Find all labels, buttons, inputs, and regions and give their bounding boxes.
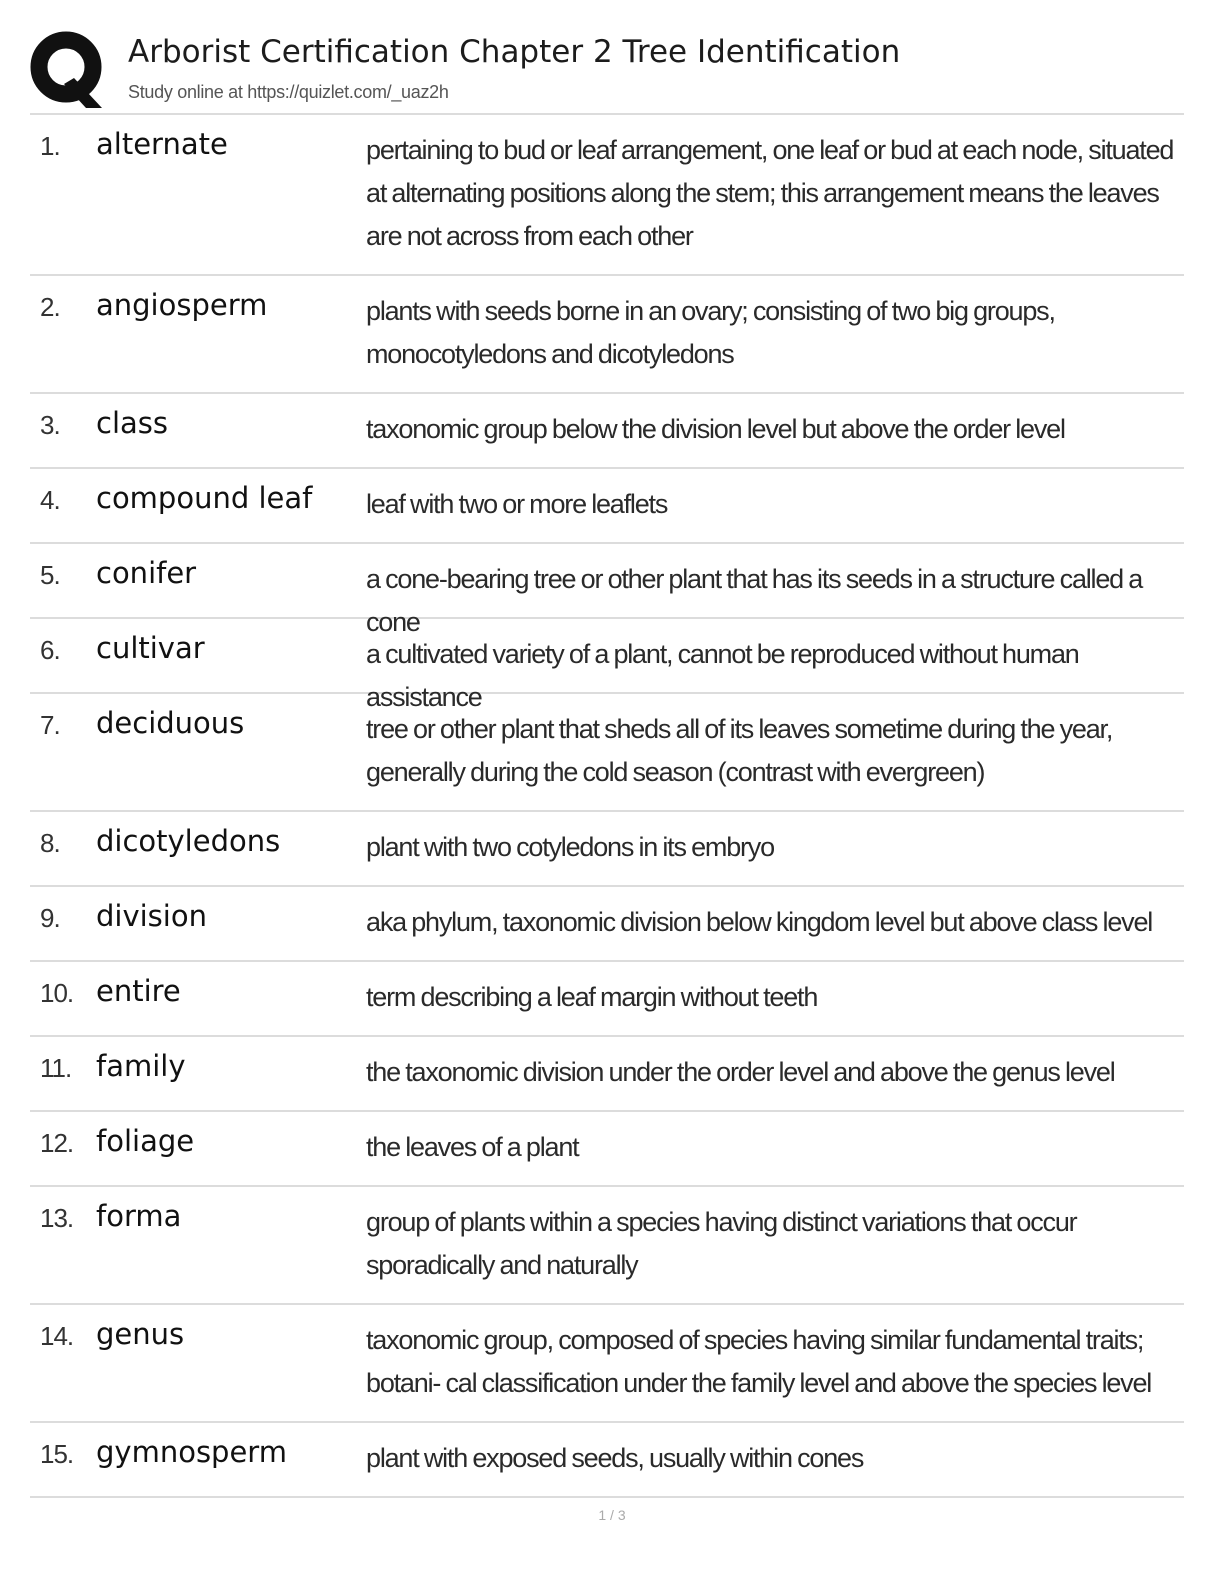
term-row	[30, 469, 1184, 544]
term-row	[30, 962, 1184, 1037]
term-row	[30, 394, 1184, 469]
term-word: foliage	[96, 1124, 195, 1158]
term-number: 7.	[40, 710, 60, 740]
term-definition: a cultivated variety of a plant, cannot be reproduced without human assistance	[366, 639, 1079, 712]
page-number: 1 / 3	[598, 1507, 626, 1523]
term-definition: the leaves of a plant	[366, 1132, 579, 1162]
term-row	[30, 1037, 1184, 1112]
study-online-link[interactable]: Study online at https://quizlet.com/_uaz2h	[128, 82, 449, 102]
term-definition: the taxonomic division under the order level and above the genus level	[366, 1057, 1115, 1087]
term-definition: a cone-bearing tree or other plant that has its seeds in a structure called a cone	[366, 564, 1143, 637]
term-row	[30, 1187, 1184, 1305]
quizlet-logo-icon	[30, 30, 108, 108]
term-row	[30, 1305, 1184, 1423]
term-definition: plant with two cotyledons in its embryo	[366, 832, 774, 862]
term-definition: plants with seeds borne in an ovary; consisting of two big groups, monocotyledons and dicotyledons	[366, 296, 1055, 369]
term-definition: taxonomic group, composed of species having similar fundamental traits; botani- cal classification under the family level and above the species level	[366, 1325, 1152, 1398]
term-number: 13.	[40, 1203, 74, 1233]
term-definition: leaf with two or more leaflets	[366, 489, 668, 519]
term-word: division	[96, 899, 207, 933]
term-definition: taxonomic group below the division level but above the order level	[366, 414, 1065, 444]
term-word: family	[96, 1049, 186, 1083]
term-row	[30, 887, 1184, 962]
term-definition: aka phylum, taxonomic division below kingdom level but above class level	[366, 907, 1153, 937]
term-word: class	[96, 406, 168, 440]
term-word: genus	[96, 1317, 185, 1351]
term-list	[30, 115, 1184, 1498]
term-definition: term describing a leaf margin without teeth	[366, 982, 818, 1012]
term-number: 5.	[40, 560, 60, 590]
term-number: 8.	[40, 828, 60, 858]
term-word: forma	[96, 1199, 182, 1233]
term-number: 3.	[40, 410, 60, 440]
term-number: 4.	[40, 485, 60, 515]
term-number: 6.	[40, 635, 60, 665]
term-row	[30, 544, 1184, 637]
term-word: gymnosperm	[96, 1435, 287, 1469]
term-row	[30, 619, 1184, 712]
term-row	[30, 1112, 1184, 1187]
term-definition: group of plants within a species having distinct variations that occur sporadically and naturally	[366, 1207, 1077, 1280]
term-row	[30, 276, 1184, 394]
term-definition: pertaining to bud or leaf arrangement, one leaf or bud at each node, situated at alternating positions along the stem; this arrangement means the leaves are not across from each other	[366, 135, 1174, 251]
term-word: angiosperm	[96, 288, 268, 322]
page-title: Arborist Certification Chapter 2 Tree Identification	[128, 34, 901, 70]
term-number: 12.	[40, 1128, 74, 1158]
term-number: 11.	[40, 1053, 72, 1083]
term-number: 15.	[40, 1439, 74, 1469]
term-number: 10.	[40, 978, 74, 1008]
term-number: 1.	[40, 131, 60, 161]
term-word: deciduous	[96, 706, 245, 740]
term-number: 14.	[40, 1321, 74, 1351]
page-header	[30, 28, 1184, 114]
term-word: compound leaf	[96, 481, 313, 515]
term-row	[30, 694, 1184, 812]
term-number: 2.	[40, 292, 60, 322]
term-row	[30, 1423, 1184, 1498]
term-word: entire	[96, 974, 181, 1008]
term-definition: tree or other plant that sheds all of its leaves sometime during the year, generally during the cold season (contrast with evergreen)	[366, 714, 1113, 787]
term-definition: plant with exposed seeds, usually within cones	[366, 1443, 864, 1473]
term-word: dicotyledons	[96, 824, 281, 858]
term-word: alternate	[96, 127, 228, 161]
term-word: conifer	[96, 556, 197, 590]
term-row	[30, 812, 1184, 887]
term-word: cultivar	[96, 631, 205, 665]
term-number: 9.	[40, 903, 60, 933]
term-row	[30, 115, 1184, 276]
